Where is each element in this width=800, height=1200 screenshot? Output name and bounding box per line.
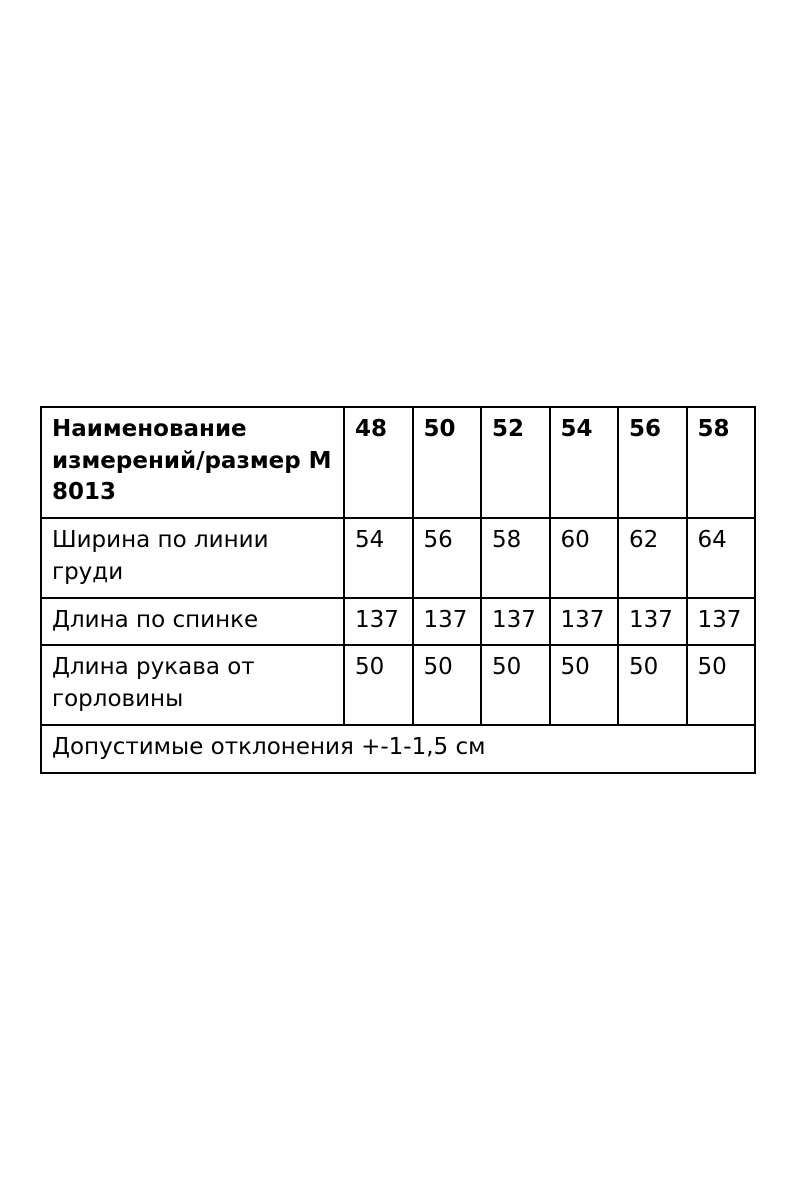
header-measurement-name: Наименование измерений/размер М 8013 <box>41 407 344 518</box>
header-size-58: 58 <box>687 407 756 518</box>
cell-back-52: 137 <box>481 598 550 646</box>
table-row <box>41 518 755 597</box>
cell-chest-56: 62 <box>618 518 687 597</box>
row-label-back-length: Длина по спинке <box>41 598 344 646</box>
cell-chest-50: 56 <box>413 518 482 597</box>
cell-chest-58: 64 <box>687 518 756 597</box>
cell-sleeve-52: 50 <box>481 645 550 724</box>
cell-chest-48: 54 <box>344 518 413 597</box>
table-header-row <box>41 407 755 518</box>
row-label-chest-width: Ширина по линии груди <box>41 518 344 597</box>
cell-back-50: 137 <box>413 598 482 646</box>
cell-sleeve-50: 50 <box>413 645 482 724</box>
header-size-50: 50 <box>413 407 482 518</box>
cell-chest-52: 58 <box>481 518 550 597</box>
cell-sleeve-48: 50 <box>344 645 413 724</box>
table-row <box>41 598 755 646</box>
header-size-54: 54 <box>550 407 619 518</box>
cell-sleeve-54: 50 <box>550 645 619 724</box>
table-header <box>41 407 755 518</box>
row-label-sleeve-length: Длина рукава от горловины <box>41 645 344 724</box>
size-table-container <box>40 406 756 774</box>
cell-chest-54: 60 <box>550 518 619 597</box>
table-row <box>41 645 755 724</box>
header-size-52: 52 <box>481 407 550 518</box>
table-footer-row <box>41 725 755 773</box>
cell-back-48: 137 <box>344 598 413 646</box>
tolerance-note: Допустимые отклонения +-1-1,5 см <box>41 725 755 773</box>
cell-back-56: 137 <box>618 598 687 646</box>
size-chart-table <box>40 406 756 774</box>
header-size-56: 56 <box>618 407 687 518</box>
cell-back-58: 137 <box>687 598 756 646</box>
cell-sleeve-56: 50 <box>618 645 687 724</box>
cell-back-54: 137 <box>550 598 619 646</box>
table-body <box>41 518 755 772</box>
header-size-48: 48 <box>344 407 413 518</box>
cell-sleeve-58: 50 <box>687 645 756 724</box>
